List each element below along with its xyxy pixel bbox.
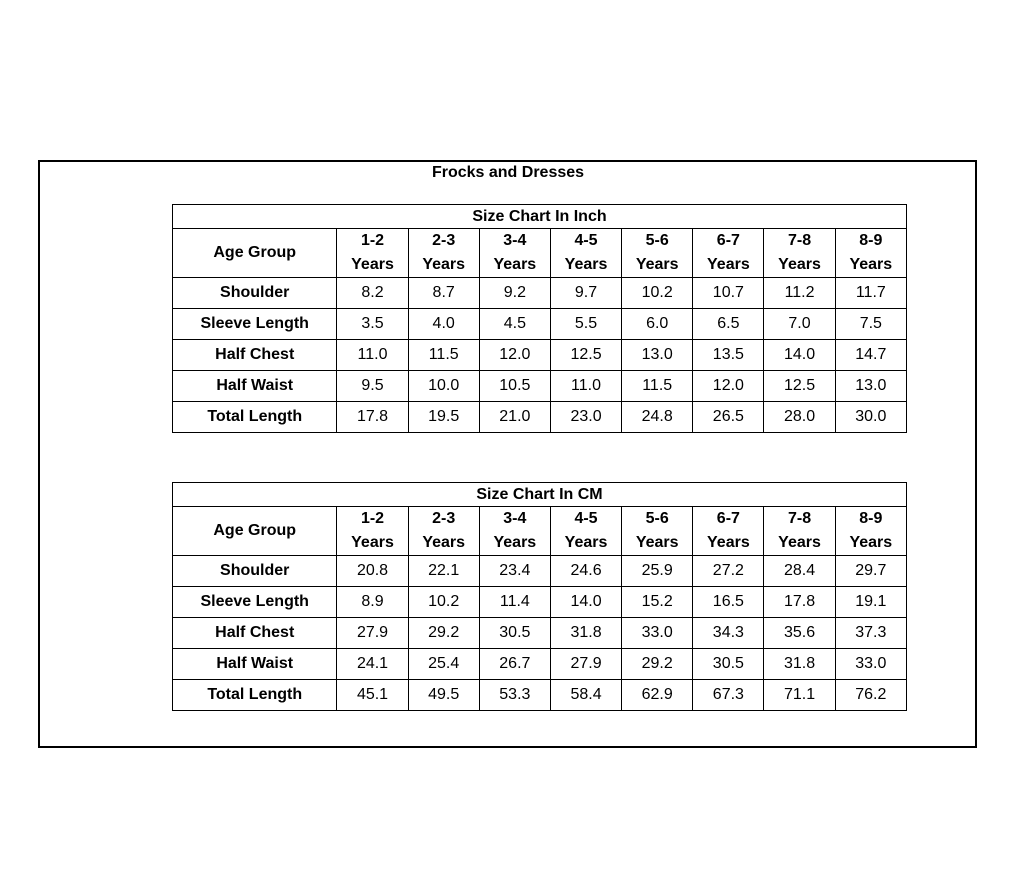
measurement-value: 62.9 — [622, 680, 693, 711]
age-unit: Years — [778, 256, 821, 273]
table-caption: Size Chart In Inch — [173, 205, 907, 229]
measurement-label: Sleeve Length — [173, 587, 337, 618]
measurement-value: 53.3 — [479, 680, 550, 711]
table-header-row — [173, 229, 907, 278]
age-range: 4-5 — [574, 510, 598, 527]
age-range: 8-9 — [859, 510, 883, 527]
measurement-value: 11.5 — [408, 340, 479, 371]
age-range: 3-4 — [503, 510, 527, 527]
age-column-header — [550, 507, 621, 556]
measurement-value: 27.9 — [337, 618, 408, 649]
age-column-header — [337, 229, 408, 278]
measurement-value: 12.5 — [550, 340, 621, 371]
age-column-header — [622, 507, 693, 556]
measurement-value: 19.5 — [408, 402, 479, 433]
age-range: 1-2 — [360, 510, 385, 527]
measurement-value: 4.5 — [479, 309, 550, 340]
measurement-value: 27.2 — [693, 556, 764, 587]
measurement-value: 12.0 — [693, 371, 764, 402]
measurement-value: 26.5 — [693, 402, 764, 433]
measurement-value: 29.7 — [835, 556, 906, 587]
age-group-header: Age Group — [173, 507, 337, 556]
measurement-value: 31.8 — [764, 649, 835, 680]
measurement-value: 12.0 — [479, 340, 550, 371]
measurement-value: 24.1 — [337, 649, 408, 680]
measurement-value: 35.6 — [764, 618, 835, 649]
measurement-label: Shoulder — [173, 556, 337, 587]
age-column-header — [550, 229, 621, 278]
age-unit: Years — [564, 534, 608, 551]
age-unit: Years — [707, 534, 750, 551]
measurement-value: 25.4 — [408, 649, 479, 680]
measurement-value: 24.8 — [622, 402, 693, 433]
table-header-row — [173, 507, 907, 556]
measurement-value: 13.0 — [622, 340, 693, 371]
measurement-label: Total Length — [173, 680, 337, 711]
measurement-value: 71.1 — [764, 680, 835, 711]
measurement-value: 37.3 — [835, 618, 906, 649]
measurement-value: 16.5 — [693, 587, 764, 618]
measurement-value: 19.1 — [835, 587, 906, 618]
measurement-label: Total Length — [173, 402, 337, 433]
measurement-label: Sleeve Length — [173, 309, 337, 340]
measurement-value: 11.7 — [835, 278, 906, 309]
measurement-value: 5.5 — [550, 309, 621, 340]
measurement-value: 31.8 — [550, 618, 621, 649]
age-column-header — [835, 229, 906, 278]
measurement-value: 17.8 — [337, 402, 408, 433]
measurement-label: Half Chest — [173, 618, 337, 649]
measurement-value: 30.5 — [693, 649, 764, 680]
age-column-header — [479, 229, 550, 278]
measurement-value: 58.4 — [550, 680, 621, 711]
measurement-value: 45.1 — [337, 680, 408, 711]
measurement-value: 29.2 — [622, 649, 693, 680]
measurement-value: 67.3 — [693, 680, 764, 711]
measurement-value: 23.0 — [550, 402, 621, 433]
measurement-value: 6.5 — [693, 309, 764, 340]
age-column-header — [479, 507, 550, 556]
measurement-value: 14.0 — [764, 340, 835, 371]
age-column-header — [764, 229, 835, 278]
measurement-value: 34.3 — [693, 618, 764, 649]
table-row — [173, 618, 907, 649]
age-range: 7-8 — [787, 232, 812, 249]
measurement-value: 33.0 — [835, 649, 906, 680]
measurement-label: Half Waist — [173, 371, 337, 402]
age-range: 6-7 — [716, 232, 740, 249]
age-column-header — [764, 507, 835, 556]
age-column-header — [337, 507, 408, 556]
table-row — [173, 402, 907, 433]
measurement-label: Half Waist — [173, 649, 337, 680]
age-unit: Years — [635, 534, 679, 551]
age-range: 7-8 — [787, 510, 812, 527]
table-row — [173, 649, 907, 680]
measurement-value: 76.2 — [835, 680, 906, 711]
measurement-value: 13.0 — [835, 371, 906, 402]
measurement-value: 22.1 — [408, 556, 479, 587]
measurement-value: 9.7 — [550, 278, 621, 309]
measurement-value: 9.2 — [479, 278, 550, 309]
measurement-value: 25.9 — [622, 556, 693, 587]
age-column-header — [408, 507, 479, 556]
table-caption-row — [173, 483, 907, 507]
measurement-value: 21.0 — [479, 402, 550, 433]
measurement-value: 10.5 — [479, 371, 550, 402]
age-unit: Years — [351, 256, 394, 273]
measurement-value: 23.4 — [479, 556, 550, 587]
measurement-value: 17.8 — [764, 587, 835, 618]
age-column-header — [693, 507, 764, 556]
measurement-value: 11.2 — [764, 278, 835, 309]
age-column-header — [622, 229, 693, 278]
measurement-value: 49.5 — [408, 680, 479, 711]
measurement-value: 9.5 — [337, 371, 408, 402]
measurement-value: 30.5 — [479, 618, 550, 649]
measurement-value: 10.2 — [622, 278, 693, 309]
age-unit: Years — [849, 256, 893, 273]
age-column-header — [693, 229, 764, 278]
measurement-value: 26.7 — [479, 649, 550, 680]
measurement-value: 27.9 — [550, 649, 621, 680]
measurement-value: 13.5 — [693, 340, 764, 371]
measurement-label: Half Chest — [173, 340, 337, 371]
size-chart-cm-table — [172, 482, 907, 711]
table-row — [173, 340, 907, 371]
age-range: 1-2 — [360, 232, 385, 249]
age-group-header: Age Group — [173, 229, 337, 278]
measurement-value: 10.2 — [408, 587, 479, 618]
age-unit: Years — [707, 256, 750, 273]
measurement-value: 30.0 — [835, 402, 906, 433]
age-range: 6-7 — [716, 510, 740, 527]
age-range: 3-4 — [503, 232, 527, 249]
measurement-value: 8.7 — [408, 278, 479, 309]
measurement-value: 20.8 — [337, 556, 408, 587]
age-range: 2-3 — [432, 232, 456, 249]
measurement-value: 7.5 — [835, 309, 906, 340]
measurement-value: 11.4 — [479, 587, 550, 618]
measurement-value: 14.0 — [550, 587, 621, 618]
age-unit: Years — [849, 534, 893, 551]
age-range: 5-6 — [645, 510, 669, 527]
measurement-value: 24.6 — [550, 556, 621, 587]
age-range: 8-9 — [859, 232, 883, 249]
measurement-label: Shoulder — [173, 278, 337, 309]
measurement-value: 11.0 — [550, 371, 621, 402]
age-range: 5-6 — [645, 232, 669, 249]
table-row — [173, 556, 907, 587]
table-caption: Size Chart In CM — [173, 483, 907, 507]
measurement-value: 33.0 — [622, 618, 693, 649]
measurement-value: 8.2 — [337, 278, 408, 309]
table-row — [173, 278, 907, 309]
age-range: 2-3 — [432, 510, 456, 527]
measurement-value: 14.7 — [835, 340, 906, 371]
measurement-value: 28.4 — [764, 556, 835, 587]
measurement-value: 3.5 — [337, 309, 408, 340]
measurement-value: 10.7 — [693, 278, 764, 309]
measurement-value: 11.0 — [337, 340, 408, 371]
table-row — [173, 587, 907, 618]
table-row — [173, 309, 907, 340]
age-unit: Years — [778, 534, 821, 551]
age-unit: Years — [422, 256, 466, 273]
age-unit: Years — [635, 256, 679, 273]
measurement-value: 12.5 — [764, 371, 835, 402]
age-unit: Years — [351, 534, 394, 551]
age-unit: Years — [422, 534, 466, 551]
measurement-value: 8.9 — [337, 587, 408, 618]
measurement-value: 28.0 — [764, 402, 835, 433]
measurement-value: 6.0 — [622, 309, 693, 340]
age-column-header — [408, 229, 479, 278]
size-chart-inch-table — [172, 204, 907, 433]
table-row — [173, 371, 907, 402]
measurement-value: 4.0 — [408, 309, 479, 340]
page-title — [0, 164, 1024, 182]
measurement-value: 15.2 — [622, 587, 693, 618]
age-unit: Years — [564, 256, 608, 273]
age-range: 4-5 — [574, 232, 598, 249]
measurement-value: 11.5 — [622, 371, 693, 402]
age-column-header — [835, 507, 906, 556]
table-caption-row — [173, 205, 907, 229]
age-unit: Years — [493, 256, 537, 273]
age-unit: Years — [493, 534, 537, 551]
table-row — [173, 680, 907, 711]
page-title-text: Frocks and Dresses — [431, 164, 585, 181]
measurement-value: 29.2 — [408, 618, 479, 649]
measurement-value: 7.0 — [764, 309, 835, 340]
measurement-value: 10.0 — [408, 371, 479, 402]
